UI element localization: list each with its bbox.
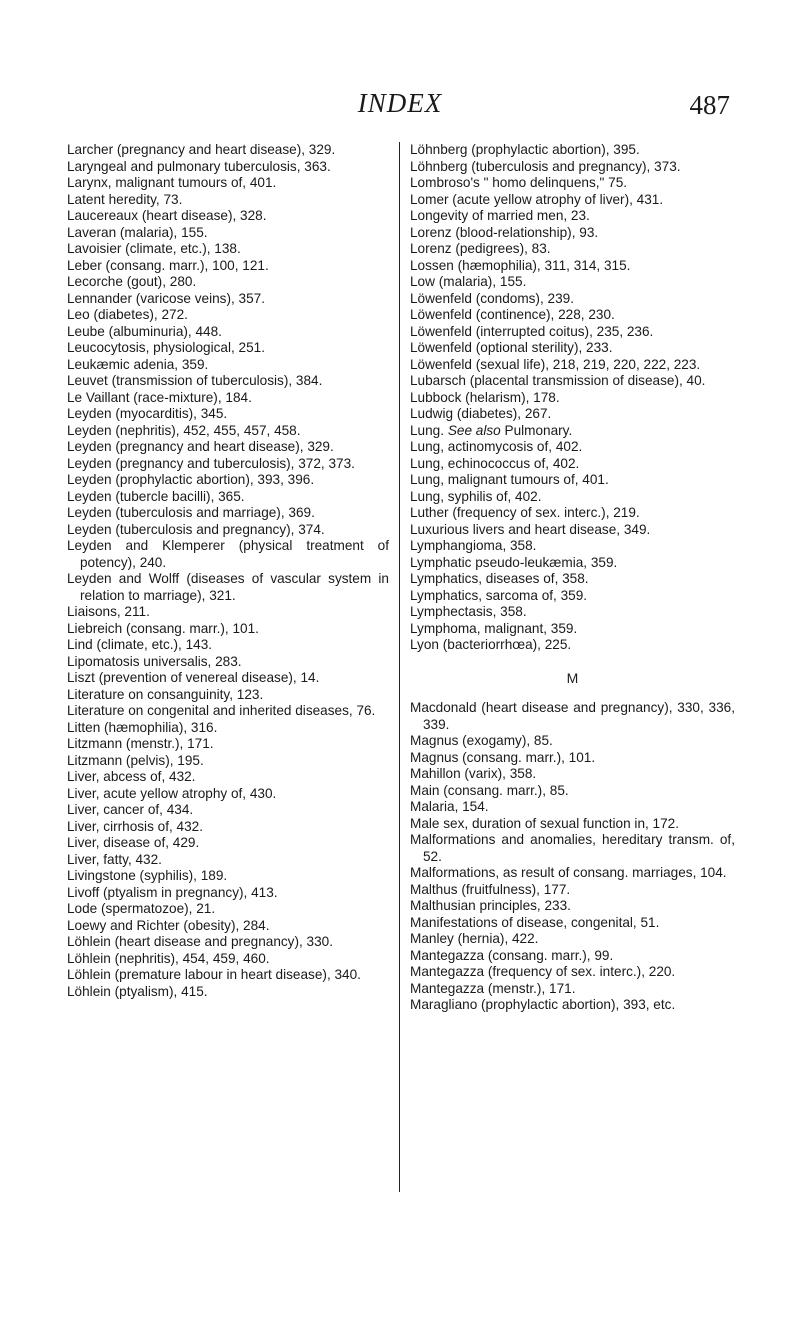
index-entry: Literature on congenital and inherited diseases, 76.	[67, 703, 376, 718]
index-entry: Leber (consang. marr.), 100, 121.	[67, 257, 269, 273]
index-entry: Luther (frequency of sex. interc.), 219.	[410, 505, 640, 520]
index-entry: Leyden (tubercle bacilli), 365.	[67, 488, 245, 504]
index-entry: Lymphatics, diseases of, 358.	[410, 571, 589, 586]
index-entry: Longevity of married men, 23.	[410, 208, 590, 223]
index-entry: Lecorche (gout), 280.	[67, 274, 197, 289]
index-entry: Main (consang. marr.), 85.	[410, 782, 569, 798]
index-entry: Le Vaillant (race-mixture), 184.	[67, 389, 252, 405]
index-entry: Lymphoma, malignant, 359.	[410, 620, 578, 636]
index-entry: Löhnberg (tuberculosis and pregnancy), 373.	[410, 158, 681, 174]
index-entry: Lind (climate, etc.), 143.	[67, 637, 213, 652]
index-entry: Lymphectasis, 358.	[410, 604, 527, 619]
index-entry: Leyden (nephritis), 452, 455, 457, 458.	[67, 422, 301, 438]
index-entry: Mantegazza (consang. marr.), 99.	[410, 947, 614, 963]
index-entry: Livoff (ptyalism in pregnancy), 413.	[67, 884, 278, 900]
index-entry: Livingstone (syphilis), 189.	[67, 868, 228, 883]
index-entry: Liver, fatty, 432.	[67, 851, 162, 867]
index-entry: Malthus (fruitfulness), 177.	[410, 881, 571, 897]
index-entry: Leukæmic adenia, 359.	[67, 356, 209, 372]
see-also-target: Pulmonary.	[504, 422, 573, 438]
index-entry: Lyon (bacteriorrhœa), 225.	[410, 637, 572, 652]
index-entry: Löhlein (nephritis), 454, 459, 460.	[67, 950, 270, 966]
index-entry: Löhlein (premature labour in heart disease), 340.	[67, 967, 361, 982]
index-entry: Leuvet (transmission of tuberculosis), 384.	[67, 373, 323, 388]
index-entry: Laucereaux (heart disease), 328.	[67, 208, 267, 223]
index-entry: Lode (spermatozoe), 21.	[67, 901, 216, 916]
index-entry: Lavoisier (climate, etc.), 138.	[67, 241, 241, 256]
index-entry: Macdonald (heart disease and pregnancy), 330, 336, 339.	[410, 700, 735, 732]
index-entry: Lombroso's " homo delinquens," 75.	[410, 175, 628, 190]
index-entry: Liver, disease of, 429.	[67, 835, 200, 850]
index-entry: Mantegazza (menstr.), 171.	[410, 980, 576, 996]
index-entry: Lung, malignant tumours of, 401.	[410, 472, 609, 487]
index-entry: Manifestations of disease, congenital, 51.	[410, 914, 660, 930]
see-also-label: See also	[447, 422, 501, 438]
index-entry: Leyden (pregnancy and tuberculosis), 372, 373.	[67, 455, 355, 471]
lung-term: Lung.	[410, 422, 445, 438]
index-entry: Leyden (tuberculosis and pregnancy), 374.	[67, 521, 325, 537]
index-entry: Litten (hæmophilia), 316.	[67, 719, 218, 735]
index-entry: Maragliano (prophylactic abortion), 393, etc.	[410, 997, 676, 1012]
index-entry: Leyden and Klemperer (physical treatment of potency), 240.	[67, 538, 389, 570]
index-entry: Malaria, 154.	[410, 799, 489, 814]
right-index-column	[399, 142, 735, 1192]
index-entry: Leyden and Wolff (diseases of vascular system in relation to marriage), 321.	[67, 571, 389, 603]
index-entry: Lorenz (pedigrees), 83.	[410, 241, 551, 256]
index-entry: Magnus (consang. marr.), 101.	[410, 749, 596, 765]
index-entry: Liver, acute yellow atrophy of, 430.	[67, 785, 277, 801]
index-entry: Lipomatosis universalis, 283.	[67, 653, 242, 669]
index-entry: Liszt (prevention of venereal disease), 14.	[67, 670, 320, 685]
index-entry: Larynx, malignant tumours of, 401.	[67, 175, 277, 190]
index-entry: Löhlein (ptyalism), 415.	[67, 983, 208, 999]
index-entry: Löhnberg (prophylactic abortion), 395.	[410, 142, 640, 157]
index-entry: Lung, syphilis of, 402.	[410, 488, 542, 504]
index-entry: Löwenfeld (optional sterility), 233.	[410, 340, 613, 355]
page-title: INDEX	[357, 88, 443, 118]
index-entry: Ludwig (diabetes), 267.	[410, 406, 552, 421]
index-entry: Liaisons, 211.	[67, 604, 150, 619]
index-entry: Latent heredity, 73.	[67, 191, 183, 207]
index-entry: Lubbock (helarism), 178.	[410, 389, 560, 405]
index-entry-lung-see-also	[410, 423, 735, 440]
index-entry: Leyden (tuberculosis and marriage), 369.	[67, 505, 315, 520]
index-entry: Leo (diabetes), 272.	[67, 307, 188, 322]
index-entry: Lymphatics, sarcoma of, 359.	[410, 587, 588, 603]
index-entry: Malthusian principles, 233.	[410, 898, 571, 913]
index-entry: Literature on consanguinity, 123.	[67, 686, 264, 702]
left-index-column	[67, 142, 395, 1000]
index-entry: Löhlein (heart disease and pregnancy), 330.	[67, 934, 334, 949]
index-entry: Lung, actinomycosis of, 402.	[410, 439, 583, 454]
index-entry: Manley (hernia), 422.	[410, 931, 539, 946]
index-entry: Malformations and anomalies, hereditary transm. of, 52.	[410, 832, 735, 864]
index-entry: Leube (albuminuria), 448.	[67, 323, 222, 339]
section-letter-m: M	[566, 669, 579, 686]
index-entry: Mahillon (varix), 358.	[410, 766, 537, 781]
index-entry: Laryngeal and pulmonary tuberculosis, 363.	[67, 158, 331, 174]
index-entry: Liver, cancer of, 434.	[67, 802, 194, 817]
index-entry: Lymphangioma, 358.	[410, 538, 537, 553]
index-entry: Loewy and Richter (obesity), 284.	[67, 917, 270, 933]
index-entry: Lubarsch (placental transmission of disease), 40.	[410, 373, 706, 388]
index-entry: Leyden (myocarditis), 345.	[67, 406, 228, 421]
index-entry: Litzmann (pelvis), 195.	[67, 752, 204, 768]
index-entry: Mantegazza (frequency of sex. interc.), 220.	[410, 964, 676, 979]
index-entry: Liebreich (consang. marr.), 101.	[67, 620, 259, 636]
index-entry: Leyden (pregnancy and heart disease), 329.	[67, 439, 334, 454]
index-entry: Lymphatic pseudo-leukæmia, 359.	[410, 554, 618, 570]
index-entry: Litzmann (menstr.), 171.	[67, 736, 214, 751]
index-entry: Low (malaria), 155.	[410, 274, 527, 289]
index-entry: Lossen (hæmophilia), 311, 314, 315.	[410, 257, 631, 273]
index-entry: Lung, echinococcus of, 402.	[410, 455, 580, 471]
index-entry: Löwenfeld (interrupted coitus), 235, 236.	[410, 323, 654, 339]
index-entry: Lomer (acute yellow atrophy of liver), 431.	[410, 191, 664, 207]
index-entry: Liver, abcess of, 432.	[67, 769, 196, 784]
index-entry: Lennander (varicose veins), 357.	[67, 290, 265, 306]
index-entry: Larcher (pregnancy and heart disease), 329.	[67, 142, 336, 157]
index-entry: Löwenfeld (condoms), 239.	[410, 290, 574, 306]
index-entry: Lorenz (blood-relationship), 93.	[410, 224, 599, 240]
index-entry: Malformations, as result of consang. marriages, 104.	[410, 865, 727, 880]
page-number: 487	[689, 90, 730, 120]
index-entry: Löwenfeld (continence), 228, 230.	[410, 307, 615, 322]
index-entry: Leyden (prophylactic abortion), 393, 396.	[67, 472, 315, 487]
index-entry: Luxurious livers and heart disease, 349.	[410, 521, 651, 537]
page-header	[0, 88, 800, 128]
index-entry: Leucocytosis, physiological, 251.	[67, 340, 265, 355]
index-entry: Löwenfeld (sexual life), 218, 219, 220, 222, 223.	[410, 356, 701, 372]
index-entry: Male sex, duration of sexual function in, 172.	[410, 815, 680, 831]
index-entry: Laveran (malaria), 155.	[67, 224, 208, 240]
index-entry: Magnus (exogamy), 85.	[410, 733, 553, 748]
index-entry: Liver, cirrhosis of, 432.	[67, 818, 203, 834]
